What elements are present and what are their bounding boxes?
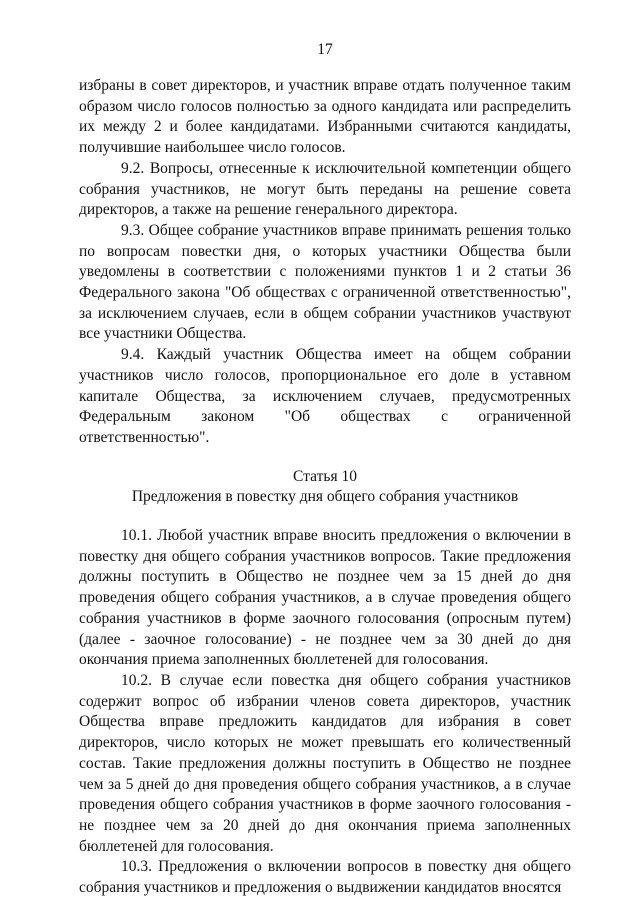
- document-body: [79, 76, 571, 899]
- paragraph-10-2: 10.2. В случае если повестка дня общего собрания участников содержит вопрос об избрании членов совета директоров, участник Общества вправе предложить кандидатов для избрания в совет директоров, число которых не может превышать его количественный состав. Такие предложения должны поступить в Общество не позднее чем за 5 дней до дня проведения общего собрания участников, а в случае проведения общего собрания участников в форме заочного голосования - не позднее чем за 20 дней до дня окончания приема заполненных бюллетеней для голосования.: [79, 671, 571, 855]
- paragraph-10-1: 10.1. Любой участник вправе вносить предложения о включении в повестку дня общего собрания участников вопросов. Такие предложения должны поступить в Общество не позднее чем за 15 дней до дня проведения общего собрания участников, а в случае проведения общего собрания участников в форме заочного голосования (опросным путем) (далее - заочное голосование) - не позднее чем за 30 дней до дня окончания приема заполненных бюллетеней для голосования.: [79, 527, 571, 669]
- page-number: 17: [317, 41, 333, 58]
- article-title: Предложения в повестку дня общего собрания участников: [131, 488, 519, 506]
- paragraph-continuation: избраны в совет директоров, и участник вправе отдать полученное таким образом число голосов полностью за одного кандидата или распределить их между 2 и более кандидатами. Избранными считаются кандидаты, получившие наибольшее число голосов.: [79, 77, 571, 157]
- article-number: Статья 10: [293, 467, 357, 485]
- paragraph-10-3: 10.3. Предложения о включении вопросов в повестку дня общего собрания участников и предложения о выдвижении кандидатов вносятся: [79, 858, 571, 897]
- paragraph-9-4: 9.4. Каждый участник Общества имеет на общем собрании участников число голосов, пропорциональное его доле в уставном капитале Общества, за исключением случаев, предусмотренных Федеральным законом "Об обществах с ограниченной ответственностью".: [79, 346, 571, 446]
- paragraph-9-3: 9.3. Общее собрание участников вправе принимать решения только по вопросам повестки дня, о которых участники Общества были уведомлены в соответствии с положениями пунктов 1 и 2 статьи 36 Федерального закона "Об обществах с ограниченной ответственностью", за исключением случаев, если в общем собрании участников участвуют все участники Общества.: [79, 221, 571, 343]
- paragraph-9-2: 9.2. Вопросы, отнесенные к исключительной компетенции общего собрания участников, не могут быть переданы на решение совета директоров, а также на решение генерального директора.: [79, 159, 571, 219]
